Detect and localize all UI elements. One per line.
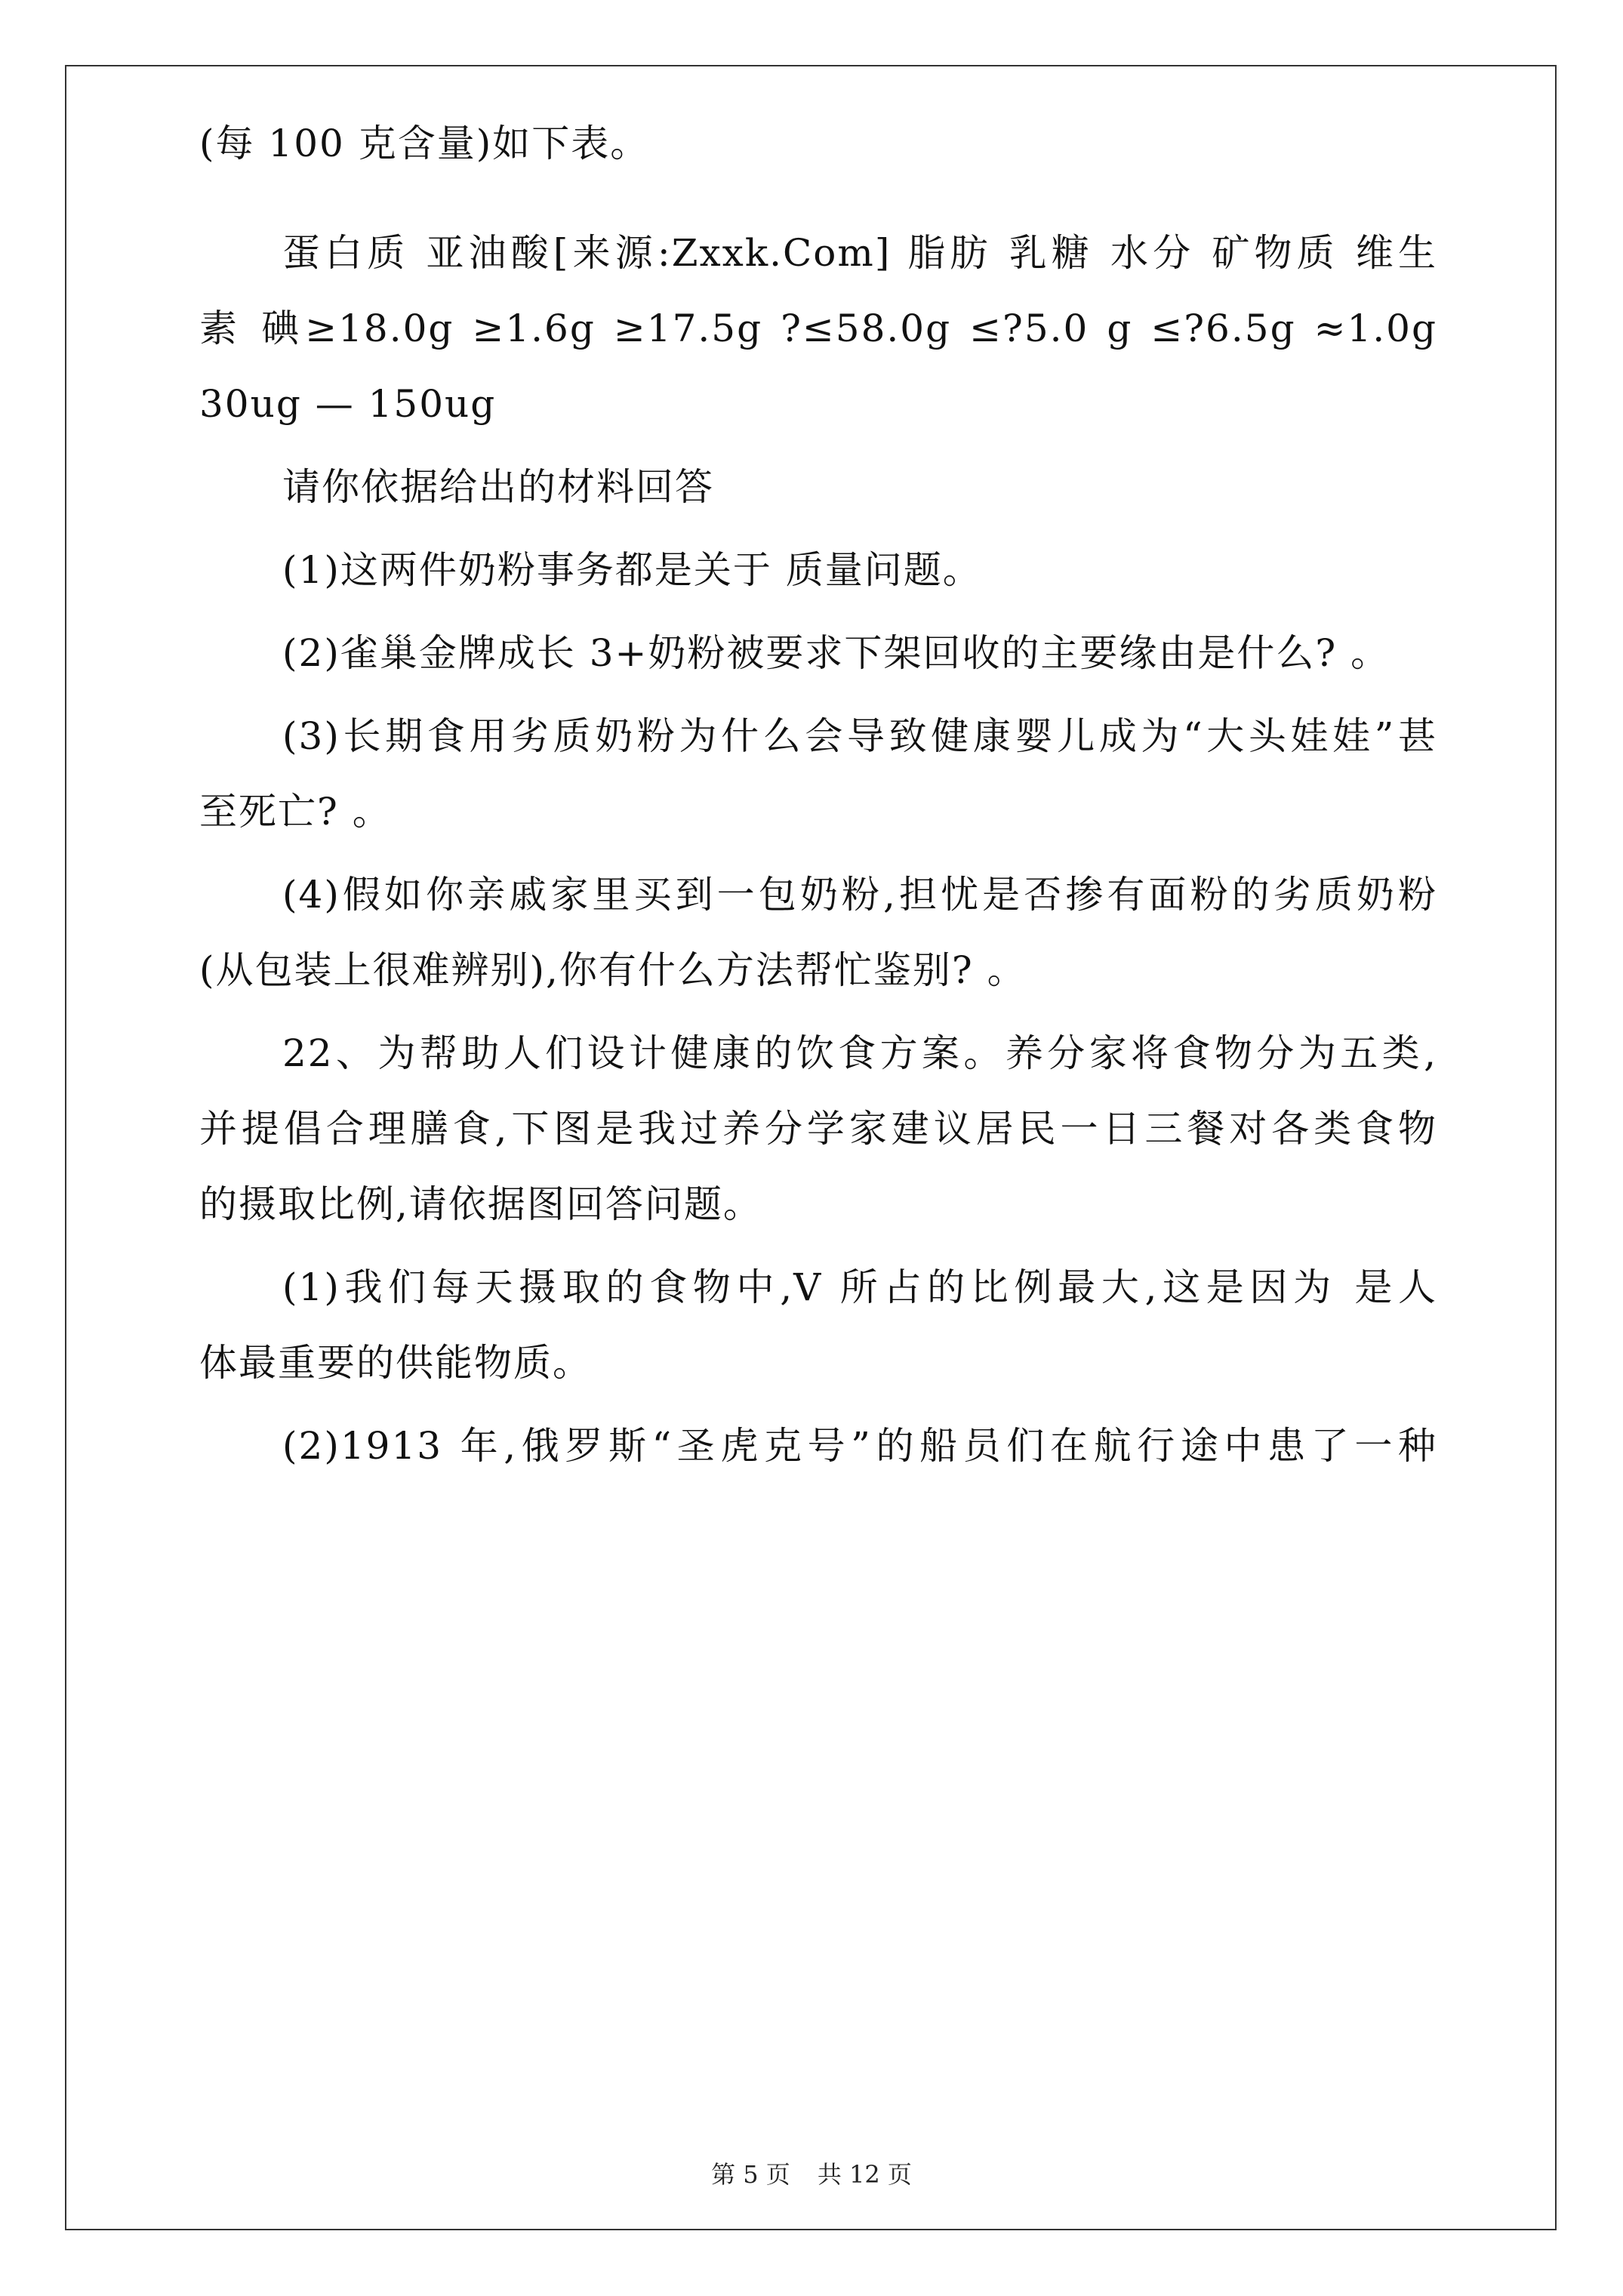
text-line: (1)这两件奶粉事务都是关于 质量问题。 bbox=[282, 548, 982, 592]
text-line: 蛋白质 亚油酸[来源:Zxxk.Com] 脂肪 乳糖 水分 矿物质 维生 bbox=[282, 231, 1437, 275]
text-line: 素 碘≥18.0g ≥1.6g ≥17.5g ?≤58.0g ≤?5.0 g ≤?6.5g ≈1.0g bbox=[199, 307, 1437, 350]
page-footer bbox=[0, 2159, 1623, 2190]
text-line: (2)雀巢金牌成长 3+奶粉被要求下架回收的主要缘由是什么? 。 bbox=[282, 631, 1390, 675]
page-number: 第 5 页 bbox=[711, 2160, 790, 2189]
text-line: (从包装上很难辨别),你有什么方法帮忙鉴别? 。 bbox=[199, 948, 1027, 992]
text-line: 的摄取比例,请依据图回答问题。 bbox=[199, 1182, 762, 1226]
page-total: 共 12 页 bbox=[817, 2160, 912, 2189]
text-line: 30ug — 150ug bbox=[199, 382, 497, 426]
text-line: (3)长期食用劣质奶粉为什么会导致健康婴儿成为“大头娃娃”甚 bbox=[282, 714, 1437, 758]
text-line: (1)我们每天摄取的食物中,V 所占的比例最大,这是因为 是人 bbox=[282, 1265, 1437, 1309]
text-line: 22、为帮助人们设计健康的饮食方案。养分家将食物分为五类, bbox=[282, 1031, 1437, 1075]
text-line: (每 100 克含量)如下表。 bbox=[199, 122, 650, 165]
text-line: 体最重要的供能物质。 bbox=[199, 1341, 592, 1385]
text-line: 请你依据给出的材料回答 bbox=[282, 465, 714, 509]
text-line: 并提倡合理膳食,下图是我过养分学家建议居民一日三餐对各类食物 bbox=[199, 1107, 1437, 1151]
text-line: (2)1913 年,俄罗斯“圣虎克号”的船员们在航行途中患了一种 bbox=[282, 1424, 1437, 1468]
text-line: (4)假如你亲戚家里买到一包奶粉,担忧是否掺有面粉的劣质奶粉 bbox=[282, 873, 1437, 917]
text-line: 至死亡? 。 bbox=[199, 790, 392, 834]
